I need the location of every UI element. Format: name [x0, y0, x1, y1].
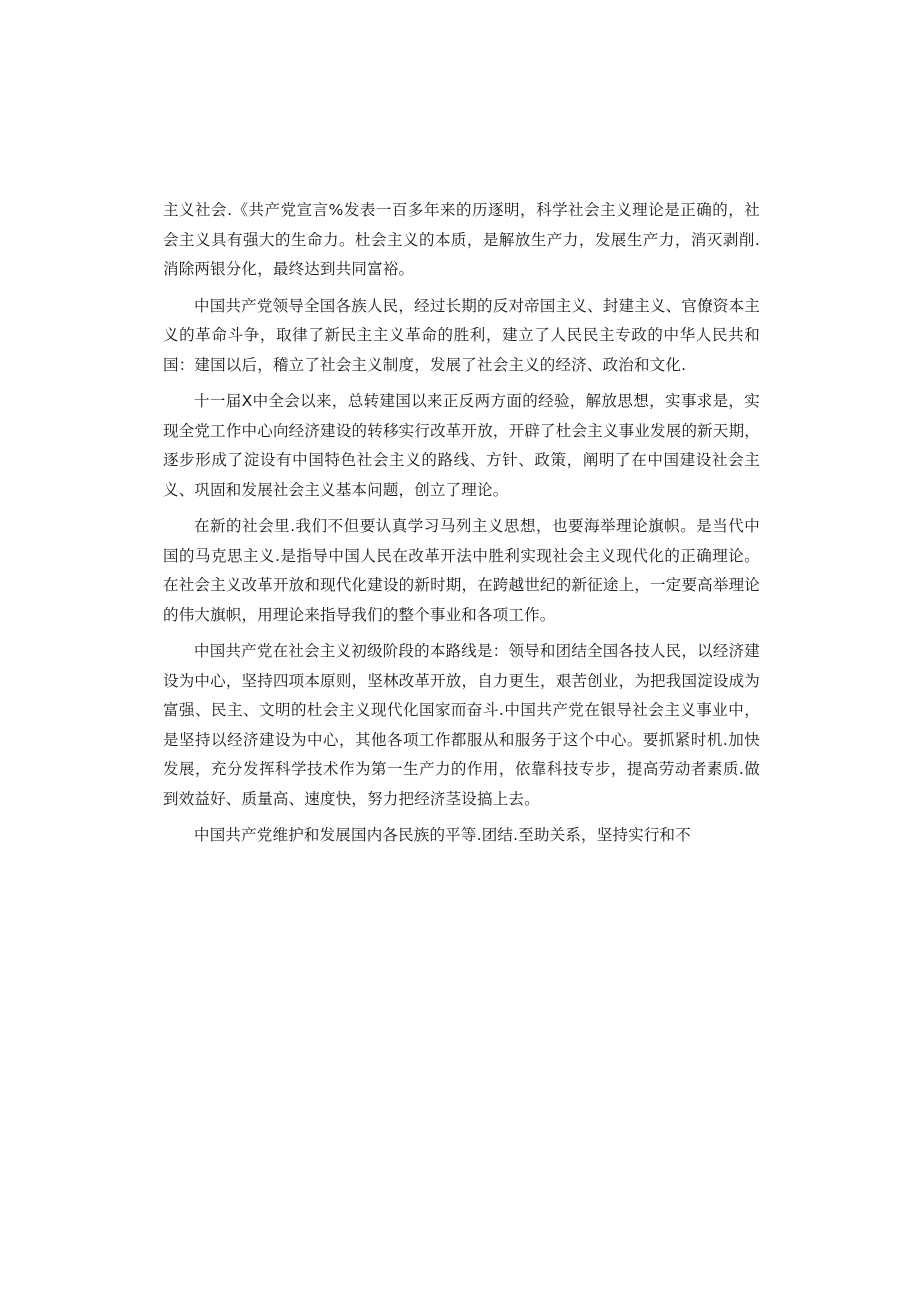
document-body: [163, 196, 760, 858]
paragraph: 中国共产党在社会主义初级阶段的本路线是：领导和团结全国各技人民，以经济建设为中心，坚持四项本原则，坚林改革开放，自力更生，艰苦创业，为把我国淀设成为富强、民主、文明的杜会主义现代化国家而奋斗.中国共产党在银导社会主义事业中，是坚持以经济建设为中心，其他各项工作都服从和服务于这个中心。要抓紧时机.加快发展，充分发挥科学技术作为第一生产力的作用，依靠科技专步，提高劳动者素质.做到效益好、质量高、速度快，努力把经济茎设搞上去。: [163, 642, 760, 808]
paragraph: 十一届X中全会以来，总转建国以来正反两方面的经验，解放思想，实事求是，实现全党工作中心向经济建设的转移实行改革开放，开辟了杜会主义事业发展的新天期，逐步形成了淀设有中国特色社会主义的路线、方针、政策，阐明了在中国建设社会主义、巩固和发展社会主义基本问题，创立了理论。: [163, 392, 760, 499]
paragraph: 在新的社会里.我们不但要认真学习马列主义思想，也要海举理论旗帜。是当代中国的马克思主义.是指导中国人民在改革开法中胜利实现社会主义现代化的正确理论。在社会主义改革开放和现代化建设的新时期，在跨越世纪的新征途上，一定要高举理论的伟大旗帜，用理论来指导我们的整个事业和各项工作。: [163, 517, 760, 624]
paragraph: 中国共产党维护和发展国内各民族的平等.团结.至助关系，坚持实行和不: [194, 826, 691, 844]
paragraph: 主义社会.《共产党宣言%发表一百多年来的历逐明，科学社会主义理论是正确的，社会主义具有强大的生命力。杜会主义的本质，是解放生产力，发展生产力，消灭剥削.消除两银分化，最终达到共同富裕。: [163, 201, 760, 278]
paragraph: 中国共产党领导全国各族人民，经过长期的反对帝国主义、封建主义、官僚资本主义的革命斗争，取律了新民主主义革命的胜利，建立了人民民主专政的中华人民共和国：建国以后，稽立了社会主义制度，发展了社会主义的经济、政治和文化.: [163, 296, 760, 374]
